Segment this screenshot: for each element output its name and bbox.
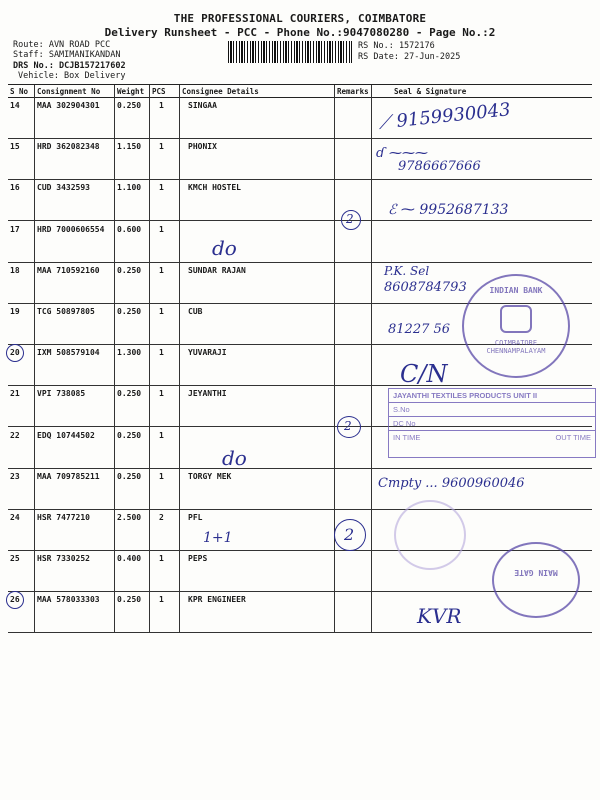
row-pcs: 1 xyxy=(159,471,164,481)
textile-in: IN TIME xyxy=(393,433,421,442)
row-consignment: MAA 302904301 xyxy=(37,101,100,110)
textile-sno: S.No xyxy=(389,403,595,417)
row-pcs: 1 xyxy=(159,101,164,110)
col-sno: S No xyxy=(10,87,29,96)
col-seal: Seal & Signature xyxy=(394,87,467,96)
row-pcs: 1 xyxy=(159,389,164,399)
divider xyxy=(149,85,150,633)
row-consignment: HRD 362082348 xyxy=(37,142,100,152)
row-consignee: YUVARAJI xyxy=(188,348,227,358)
row-consignment: MAA 709785211 xyxy=(37,471,100,481)
row-weight: 0.250 xyxy=(117,265,142,275)
staff-text: Staff: SAMIMANIKANDAN xyxy=(13,50,121,60)
phone-19: 81227 56 xyxy=(388,322,451,337)
gate-label: MAIN GATE xyxy=(514,568,558,577)
col-weight: Weight xyxy=(117,87,145,96)
divider xyxy=(179,85,180,633)
row-pcs: 1 xyxy=(159,265,164,275)
row-consignment: TCG 50897805 xyxy=(37,307,95,316)
row-sno: 16 xyxy=(10,183,20,193)
row-consignment: IXM 508579104 xyxy=(37,348,100,358)
row-sno: 24 xyxy=(10,513,20,522)
row-consignee: TORGY MEK xyxy=(188,471,232,481)
col-consignment: Consignment No xyxy=(37,87,101,96)
row-weight: 0.250 xyxy=(117,101,142,110)
phone-16: 9952687133 xyxy=(419,202,509,218)
row-pcs: 1 xyxy=(159,307,164,316)
row-consignee: KPR ENGINEER xyxy=(188,595,246,605)
row-consignee: PHONIX xyxy=(188,142,217,152)
row-pcs: 2 xyxy=(159,513,164,522)
bank-logo-icon xyxy=(500,305,532,333)
row-sno: 25 xyxy=(10,554,20,564)
divider xyxy=(34,85,35,633)
row-sno: 14 xyxy=(10,101,20,110)
bank-stamp xyxy=(462,274,570,378)
col-consignee: Consignee Details xyxy=(182,87,259,96)
ditto-23: do xyxy=(222,446,247,470)
textile-name: JAYANTHI TEXTILES PRODUCTS UNIT II xyxy=(389,389,595,403)
row-pcs: 1 xyxy=(159,142,164,152)
row-weight: 1.100 xyxy=(117,183,142,193)
rs-date: RS Date: 27-Jun-2025 xyxy=(358,52,461,62)
table-row xyxy=(8,509,592,551)
signature-row-16: ℰ ⁓ 9952687133 xyxy=(388,202,509,218)
vehicle-text: Vehicle: Box Delivery xyxy=(18,71,126,81)
signature-row-20: C/N xyxy=(400,360,448,388)
textile-out: OUT TIME xyxy=(555,433,591,442)
row-weight: 1.150 xyxy=(117,142,142,152)
bank-name: INDIAN BANK xyxy=(489,286,543,295)
signature-row-23: Cmpty ... 9600960046 xyxy=(378,476,525,491)
row-consignment: HRD 7000606554 xyxy=(37,224,105,234)
row-consignee: PFL xyxy=(188,513,203,522)
sno-circle xyxy=(6,591,24,609)
row-consignee: PEPS xyxy=(188,554,208,564)
divider xyxy=(371,85,372,633)
row-consignment: MAA 710592160 xyxy=(37,265,100,275)
row-sno: 17 xyxy=(10,224,20,234)
signature-row-14: ⟋ 9159930043 xyxy=(377,99,512,134)
faded-stamp xyxy=(394,500,466,570)
phone-15: 9786667666 xyxy=(398,159,481,174)
ditto-17: do xyxy=(212,236,237,260)
row-pcs: 1 xyxy=(159,183,164,193)
row-sno: 18 xyxy=(10,265,20,275)
textile-stamp xyxy=(388,388,596,458)
bank-branch: COIMBATORE xyxy=(494,339,538,347)
row-consignee: SUNDAR RAJAN xyxy=(188,265,246,275)
remark-2: 2 xyxy=(346,212,354,226)
row-consignment: HSR 7477210 xyxy=(37,513,90,522)
route-text: Route: AVN ROAD PCC xyxy=(13,40,111,50)
row-weight: 0.600 xyxy=(117,224,142,234)
row-consignee: JEYANTHI xyxy=(188,389,227,399)
row-consignee: CUB xyxy=(188,307,203,316)
row-weight: 0.250 xyxy=(117,307,142,316)
row-weight: 0.250 xyxy=(117,430,142,440)
textile-dc: DC No xyxy=(389,417,595,431)
divider xyxy=(334,85,335,633)
row-sno: 21 xyxy=(10,389,20,399)
bank-branch-area: CHENNAMPALAYAM xyxy=(486,347,546,355)
divider xyxy=(114,85,115,633)
row-weight: 0.250 xyxy=(117,595,142,605)
col-pcs: PCS xyxy=(152,87,166,96)
row-pcs: 1 xyxy=(159,595,164,605)
row-sno: 20 xyxy=(10,348,20,358)
row-weight: 0.400 xyxy=(117,554,142,564)
runsheet-title: THE PROFESSIONAL COURIERS, COIMBATORE xyxy=(173,12,427,25)
row-consignment: CUD 3432593 xyxy=(37,183,90,193)
row-pcs: 1 xyxy=(159,554,164,564)
remark-2: 2 xyxy=(344,525,355,544)
row-sno: 22 xyxy=(10,430,20,440)
row-consignment: HSR 7330252 xyxy=(37,554,90,564)
row-sno: 26 xyxy=(10,595,20,605)
sno-circle xyxy=(6,344,24,362)
row-consignee: KMCH HOSTEL xyxy=(188,183,241,193)
row-weight: 1.300 xyxy=(117,348,142,358)
row-sno: 19 xyxy=(10,307,20,316)
table-row xyxy=(8,138,592,180)
rs-number: RS No.: 1572176 xyxy=(358,41,435,51)
row-weight: 0.250 xyxy=(117,471,142,481)
row-pcs: 1 xyxy=(159,430,164,440)
note-24: 1+1 xyxy=(203,530,233,546)
phone-14: 9159930043 xyxy=(395,99,512,132)
row-weight: 0.250 xyxy=(117,389,142,399)
signature-row-15: ɗ ⁓⁓⁓ xyxy=(376,146,429,161)
row-consignment: EDQ 10744502 xyxy=(37,430,95,440)
row-pcs: 1 xyxy=(159,224,164,234)
remark-circle xyxy=(341,210,361,230)
row-consignee: SINGAA xyxy=(188,101,217,110)
row-sno: 23 xyxy=(10,471,20,481)
barcode-image xyxy=(228,41,352,63)
phone-18: 8608784793 xyxy=(384,280,467,295)
row-sno: 15 xyxy=(10,142,20,152)
row-weight: 2.500 xyxy=(117,513,142,522)
remark-circle xyxy=(334,519,366,551)
col-remarks: Remarks xyxy=(337,87,369,96)
row-pcs: 1 xyxy=(159,348,164,358)
remark-2: 2 xyxy=(344,419,352,433)
row-consignment: VPI 738085 xyxy=(37,389,86,399)
signature-row-18: P.K. Sel xyxy=(384,264,430,278)
table-row xyxy=(8,221,592,263)
runsheet-subtitle: Delivery Runsheet - PCC - Phone No.:9047080280 - Page No.:2 xyxy=(104,26,496,39)
row-consignment: MAA 578033303 xyxy=(37,595,100,605)
signature-row-26: KVR xyxy=(417,604,462,628)
remark-circle xyxy=(337,416,361,438)
gate-stamp xyxy=(492,542,580,618)
drs-number: DRS No.: DCJB157217602 xyxy=(13,61,126,71)
